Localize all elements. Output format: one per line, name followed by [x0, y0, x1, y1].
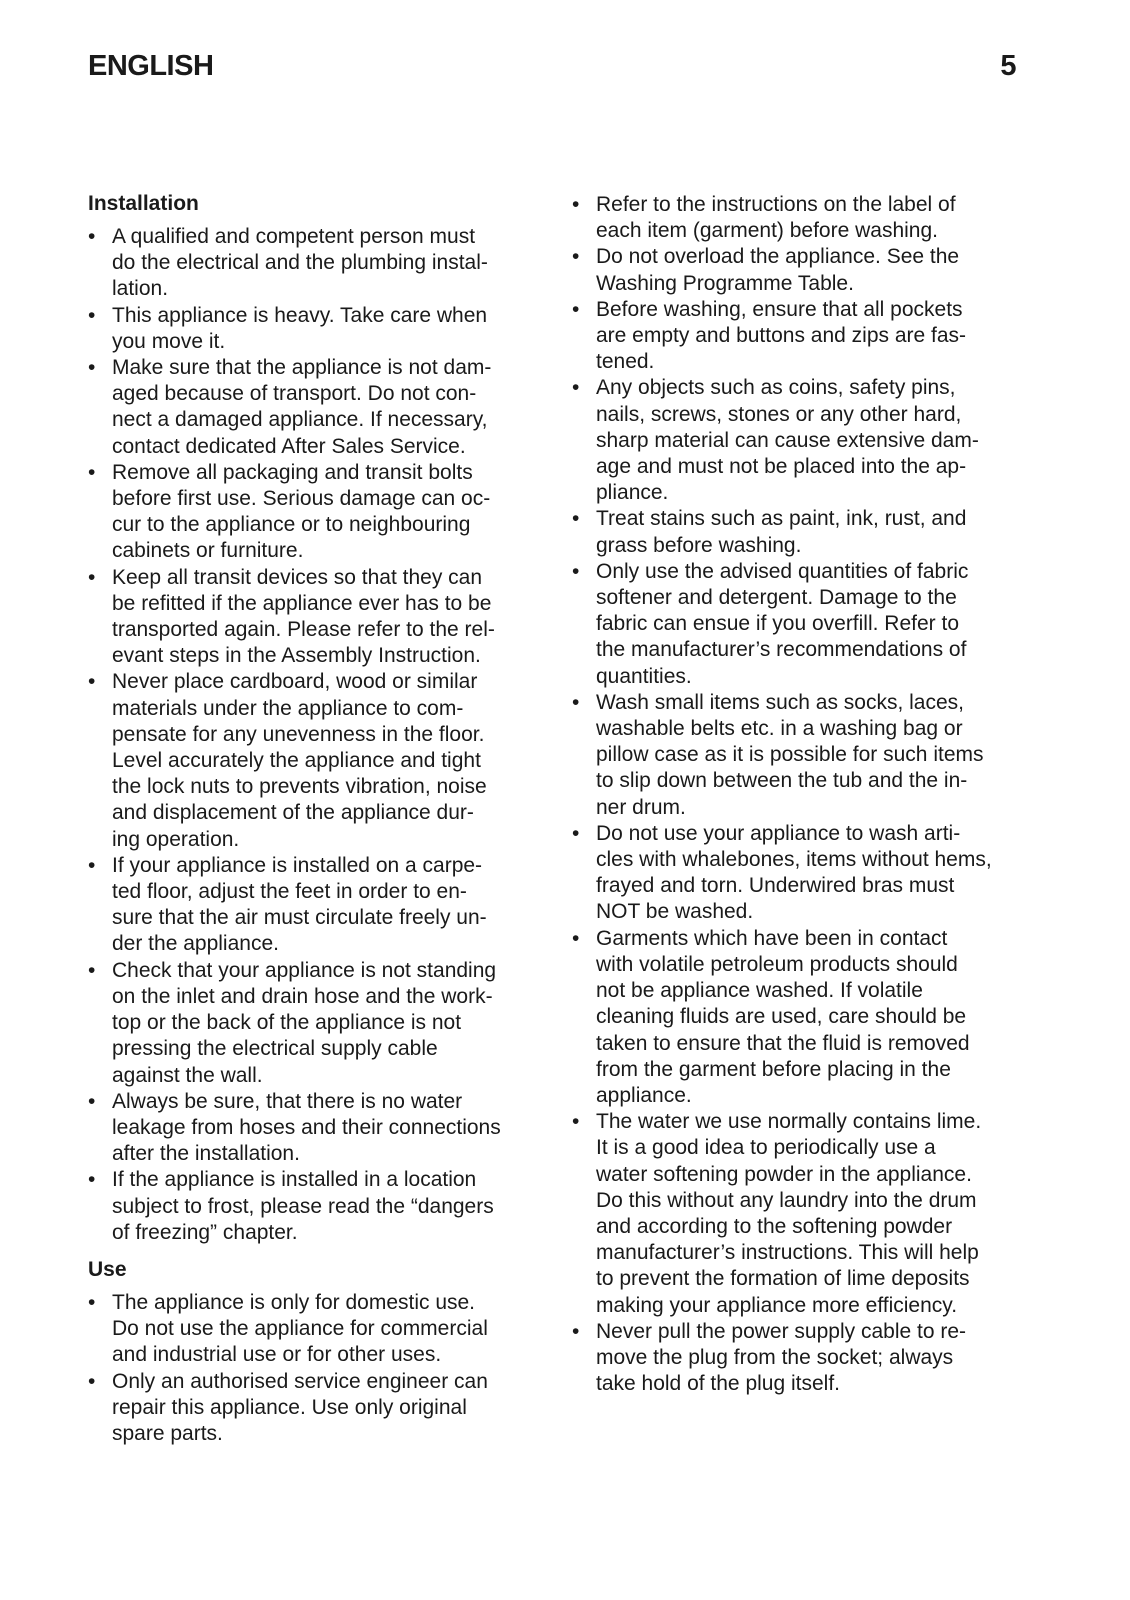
list-item: • If the appliance is installed in a location subject to frost, please read the “dangers of freezing” chapter.: [88, 1167, 548, 1246]
list-item: • Only an authorised service engineer can repair this appliance. Use only original spare parts.: [88, 1369, 548, 1448]
list-item: • Make sure that the appliance is not dam- aged because of transport. Do not con- nect a damaged appliance. If necessary, contact dedicated After Sales Service.: [88, 355, 548, 460]
installation-list: [88, 224, 548, 1246]
list-item: • Any objects such as coins, safety pins, nails, screws, stones or any other hard, sharp material can cause extensive dam- age and must not be placed into the ap- pliance.: [572, 375, 1042, 506]
list-item: • Never pull the power supply cable to re- move the plug from the socket; always take hold of the plug itself.: [572, 1319, 1042, 1398]
list-item: • Wash small items such as socks, laces, washable belts etc. in a washing bag or pillow case as it is possible for such items to slip down between the tub and the in- ner drum.: [572, 690, 1042, 821]
list-item: • Keep all transit devices so that they can be refitted if the appliance ever has to be transported again. Please refer to the rel- evant steps in the Assembly Instruction.: [88, 565, 548, 670]
header-language: ENGLISH: [88, 50, 214, 82]
list-item: • A qualified and competent person must do the electrical and the plumbing instal- lation.: [88, 224, 548, 303]
use-list-continued: [572, 192, 1042, 1397]
left-column: [88, 190, 548, 1447]
list-item: • Refer to the instructions on the label of each item (garment) before washing.: [572, 192, 1042, 244]
list-item: • Only use the advised quantities of fabric softener and detergent. Damage to the fabric can ensue if you overfill. Refer to the manufacturer’s recommendations of quantities.: [572, 559, 1042, 690]
list-item: • Always be sure, that there is no water leakage from hoses and their connections after the installation.: [88, 1089, 548, 1168]
list-item: • Do not use your appliance to wash arti- cles with whalebones, items without hems, frayed and torn. Underwired bras must NOT be washed.: [572, 821, 1042, 926]
list-item: • The appliance is only for domestic use. Do not use the appliance for commercial and industrial use or for other uses.: [88, 1290, 548, 1369]
list-item: • The water we use normally contains lime. It is a good idea to periodically use a water softening powder in the appliance. Do this without any laundry into the drum and according to the softening powder manufacturer’s instructions. This will help to prevent the formation of lime deposits making your appliance more efficiency.: [572, 1109, 1042, 1319]
use-heading: Use: [88, 1257, 127, 1281]
page-number: 5: [1000, 50, 1016, 82]
installation-heading: Installation: [88, 192, 199, 215]
list-item: • Before washing, ensure that all pockets are empty and buttons and zips are fas- tened.: [572, 297, 1042, 376]
list-item: • Treat stains such as paint, ink, rust, and grass before washing.: [572, 506, 1042, 558]
list-item: • Do not overload the appliance. See the Washing Programme Table.: [572, 244, 1042, 296]
list-item: • If your appliance is installed on a carpe- ted floor, adjust the feet in order to en- sure that the air must circulate freely un- der the appliance.: [88, 853, 548, 958]
list-item: • Check that your appliance is not standing on the inlet and drain hose and the work- top or the back of the appliance is not pressing the electrical supply cable against the wall.: [88, 958, 548, 1089]
list-item: • Garments which have been in contact with volatile petroleum products should not be appliance washed. If volatile cleaning fluids are used, care should be taken to ensure that the fluid is removed from the garment before placing in the appliance.: [572, 926, 1042, 1109]
use-list: [88, 1290, 548, 1447]
right-column: [572, 192, 1042, 1397]
list-item: • Never place cardboard, wood or similar materials under the appliance to com- pensate for any unevenness in the floor. Level accurately the appliance and tight the lock nuts to prevents vibration, noise and displacement of the appliance dur- ing operation.: [88, 669, 548, 852]
list-item: • Remove all packaging and transit bolts before first use. Serious damage can oc- cur to the appliance or to neighbouring cabinets or furniture.: [88, 460, 548, 565]
list-item: • This appliance is heavy. Take care when you move it.: [88, 303, 548, 355]
